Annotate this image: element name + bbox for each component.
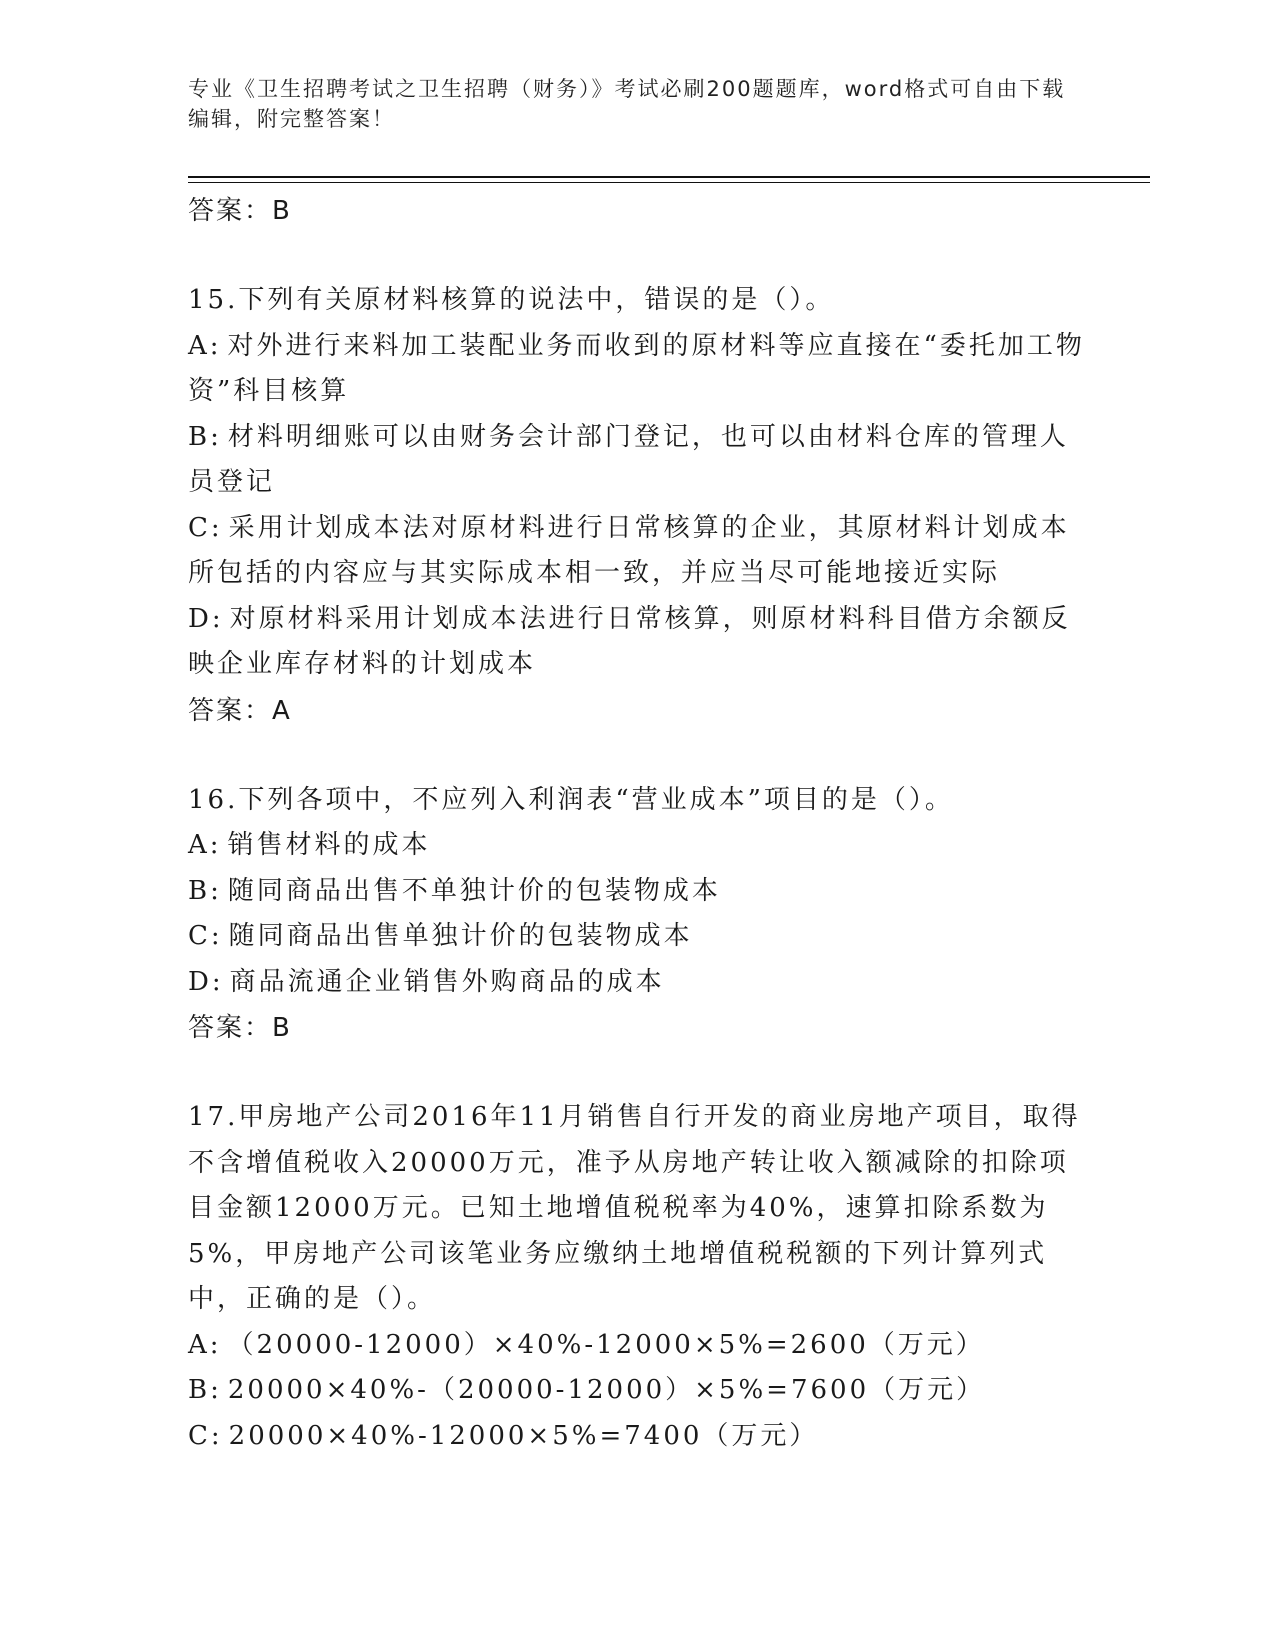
option-b — [188, 869, 1088, 915]
option-letter: A: — [188, 1329, 222, 1360]
question-stem: 15.下列有关原材料核算的说法中，错误的是（）。 — [188, 285, 835, 315]
option-text: 对外进行来料加工装配业务而收到的原材料等应直接在“委托加工物资”科目核算 — [188, 330, 1085, 406]
header-rule-thick — [188, 176, 1150, 178]
option-letter: B: — [188, 421, 222, 452]
option-c — [188, 914, 1088, 960]
question-15 — [188, 278, 1088, 734]
option-a — [188, 1323, 1088, 1369]
option-text: （20000-12000）×40%-12000×5%=2600（万元） — [227, 1329, 985, 1360]
option-letter: D: — [188, 603, 224, 634]
option-letter: C: — [188, 1420, 223, 1451]
header-rule-thin — [188, 182, 1150, 183]
option-letter: A: — [188, 830, 222, 860]
option-text: 随同商品出售不单独计价的包装物成本 — [227, 875, 721, 906]
option-b — [188, 415, 1088, 506]
answer-line: 答案：A — [188, 695, 292, 726]
option-text: 材料明细账可以由财务会计部门登记，也可以由材料仓库的管理人员登记 — [188, 421, 1069, 497]
option-text: 对原材料采用计划成本法进行日常核算，则原材料科目借方余额反映企业库存材料的计划成本 — [188, 603, 1071, 679]
option-letter: A: — [188, 330, 222, 361]
option-text: 采用计划成本法对原材料进行日常核算的企业，其原材料计划成本所包括的内容应与其实际成本相一致，并应当尽可能地接近实际 — [188, 512, 1070, 588]
option-letter: D: — [188, 966, 224, 997]
option-d — [188, 597, 1088, 688]
option-letter: B: — [188, 1375, 222, 1405]
question-16 — [188, 778, 1088, 1052]
option-text: 商品流通企业销售外购商品的成本 — [229, 966, 665, 997]
option-letter: B: — [188, 875, 222, 906]
option-a — [188, 823, 1088, 869]
question-stem: 16.下列各项中，不应列入利润表“营业成本”项目的是（）。 — [188, 784, 954, 815]
option-c — [188, 1414, 1088, 1460]
option-text: 20000×40%-12000×5%=7400（万元） — [228, 1420, 819, 1451]
option-text: 销售材料的成本 — [227, 830, 431, 860]
answer-line: 答案：B — [188, 1013, 292, 1043]
option-d — [188, 960, 1088, 1006]
document-body — [188, 188, 1088, 1459]
option-b — [188, 1368, 1088, 1414]
question-17 — [188, 1095, 1088, 1459]
answer-line: 答案：B — [188, 196, 292, 226]
option-letter: C: — [188, 512, 223, 543]
option-text: 20000×40%-（20000-12000）×5%=7600（万元） — [227, 1375, 986, 1405]
option-text: 随同商品出售单独计价的包装物成本 — [228, 921, 693, 951]
option-c — [188, 506, 1088, 597]
option-a — [188, 324, 1088, 415]
document-header: 专业《卫生招聘考试之卫生招聘（财务）》考试必刷200题题库，word格式可自由下载编辑，附完整答案！ — [188, 77, 1066, 131]
option-letter: C: — [188, 921, 223, 951]
question-stem: 17.甲房地产公司2016年11月销售自行开发的商业房地产项目，取得不含增值税收入20000万元，准予从房地产转让收入额减除的扣除项目金额12000万元。已知土地增值税税率为40%，速算扣除系数为5%，甲房地产公司该笔业务应缴纳土地增值税税额的下列计算列式中，正确的是（）。 — [188, 1102, 1081, 1314]
